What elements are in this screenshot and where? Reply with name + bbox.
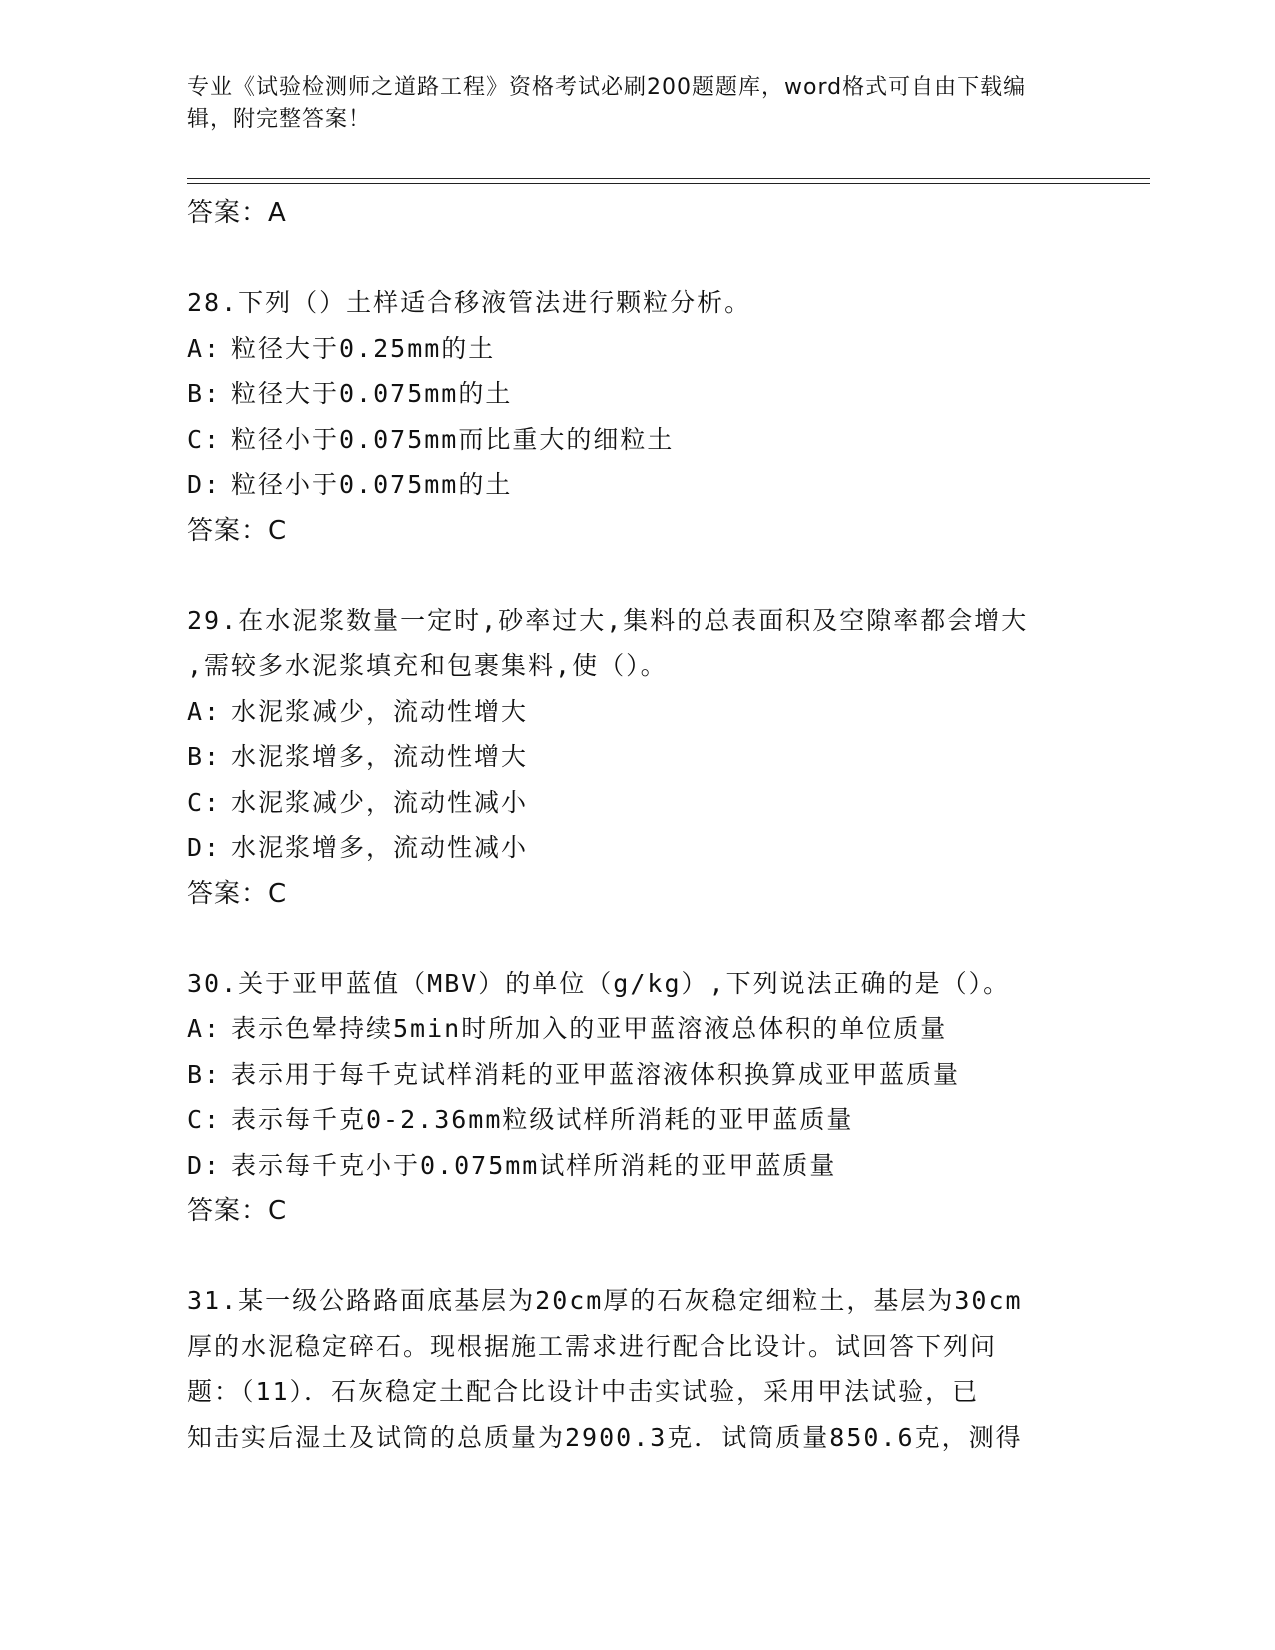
header-divider (187, 178, 1150, 179)
option-b (187, 1052, 1087, 1098)
spacer (187, 236, 1087, 280)
option-d (187, 825, 1087, 871)
option-text: 水泥浆增多，流动性增大 (231, 742, 529, 771)
option-d (187, 1143, 1087, 1189)
question-stem: 30.关于亚甲蓝值（MBV）的单位（g/kg）,下列说法正确的是（）。 (187, 968, 1011, 998)
option-letter: B: (187, 1059, 222, 1089)
option-text: 粒径小于0.075mm而比重大的细粒土 (231, 424, 675, 454)
option-letter: A: (187, 696, 222, 726)
option-letter: C: (187, 424, 222, 454)
option-text: 表示每千克小于0.075mm试样所消耗的亚甲蓝质量 (231, 1150, 837, 1180)
question-stem: 题：（11）．石灰稳定土配合比设计中击实试验，采用甲法试验，已 (187, 1377, 980, 1406)
option-letter: A: (187, 333, 222, 363)
spacer (187, 917, 1087, 961)
option-text: 粒径大于0.075mm的土 (231, 379, 513, 408)
option-a (187, 1006, 1087, 1052)
option-letter: B: (187, 742, 222, 771)
spacer (187, 554, 1087, 598)
question-stem: ,需较多水泥浆填充和包裹集料,使（）。 (187, 651, 668, 680)
option-letter: D: (187, 470, 222, 499)
option-text: 粒径小于0.075mm的土 (231, 470, 513, 499)
question-stem: 29.在水泥浆数量一定时,砂率过大,集料的总表面积及空隙率都会增大 (187, 605, 1029, 635)
spacer (187, 1234, 1087, 1278)
option-c (187, 780, 1087, 826)
option-text: 水泥浆增多，流动性减小 (231, 833, 529, 862)
header-divider-thin (187, 183, 1150, 184)
option-letter: D: (187, 833, 222, 862)
question-31 (187, 1278, 1087, 1460)
question-30 (187, 961, 1087, 1235)
option-letter: B: (187, 379, 222, 408)
question-stem: 厚的水泥稳定碎石。现根据施工需求进行配合比设计。试回答下列问 (187, 1331, 998, 1361)
option-letter: D: (187, 1150, 222, 1180)
option-d (187, 462, 1087, 508)
option-b (187, 734, 1087, 780)
page-header-title: 专业《试验检测师之道路工程》资格考试必刷200题题库，word格式可自由下载编辑，附完整答案！ (187, 75, 1027, 132)
answer-29: 答案：C (187, 878, 288, 909)
option-b (187, 371, 1087, 417)
option-text: 水泥浆减少，流动性减小 (231, 787, 529, 817)
question-28 (187, 280, 1087, 554)
option-a (187, 689, 1087, 735)
option-c (187, 1097, 1087, 1143)
option-text: 粒径大于0.25mm的土 (231, 333, 496, 363)
question-stem: 28.下列（）土样适合移液管法进行颗粒分析。 (187, 288, 752, 317)
answer-27: 答案：A (187, 198, 287, 228)
option-letter: C: (187, 787, 222, 817)
question-29 (187, 598, 1087, 917)
option-text: 水泥浆减少，流动性增大 (231, 696, 529, 726)
option-text: 表示用于每千克试样消耗的亚甲蓝溶液体积换算成亚甲蓝质量 (231, 1059, 961, 1089)
answer-28: 答案：C (187, 515, 288, 546)
option-c (187, 417, 1087, 463)
option-a (187, 326, 1087, 372)
option-text: 表示色晕持续5min时所加入的亚甲蓝溶液总体积的单位质量 (231, 1014, 948, 1043)
option-letter: A: (187, 1014, 222, 1043)
question-content (187, 190, 1087, 1460)
option-text: 表示每千克0-2.36mm粒级试样所消耗的亚甲蓝质量 (231, 1105, 854, 1134)
answer-30: 答案：C (187, 1196, 288, 1226)
question-stem: 知击实后湿土及试筒的总质量为2900.3克．试筒质量850.6克，测得 (187, 1422, 1023, 1452)
question-stem: 31.某一级公路路面底基层为20cm厚的石灰稳定细粒土，基层为30cm (187, 1286, 1023, 1315)
option-letter: C: (187, 1105, 222, 1134)
